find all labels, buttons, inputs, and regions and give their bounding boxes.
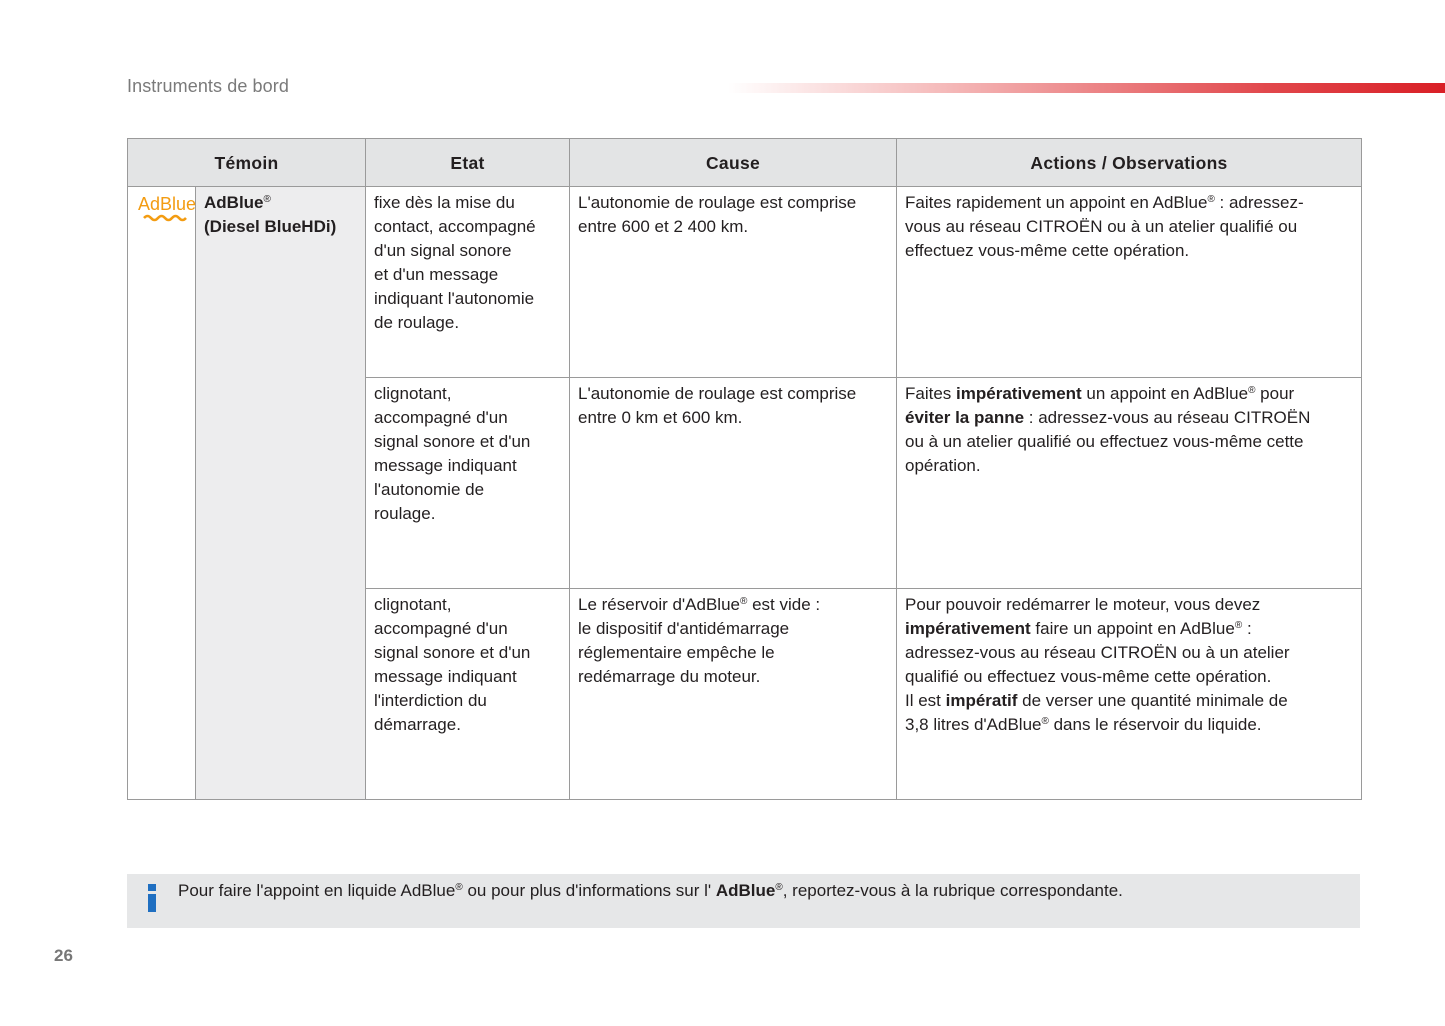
column-header-actions: Actions / Observations xyxy=(897,139,1362,187)
info-icon xyxy=(145,884,159,912)
cause-cell: L'autonomie de roulage est comprise entre 0 km et 600 km. xyxy=(570,378,897,589)
warning-lights-table xyxy=(127,138,1362,800)
info-note xyxy=(127,874,1360,928)
indicator-label-cell xyxy=(196,187,366,800)
column-header-temoin: Témoin xyxy=(128,139,366,187)
cause-cell: L'autonomie de roulage est comprise entre 600 et 2 400 km. xyxy=(570,187,897,378)
actions-cell: Pour pouvoir redémarrer le moteur, vous devez impérativement faire un appoint en AdBlue® : adressez-vous au réseau CITROËN ou à un atelier qualifié ou effectuez vous-même cette opération. Il est impératif de verser une quantité minimale de 3,8 litres d'AdBlue® dans le réservoir du liquide. xyxy=(897,589,1362,800)
indicator-variant: (Diesel BlueHDi) xyxy=(204,217,337,236)
page-number: 26 xyxy=(54,946,73,965)
svg-text:AdBlue: AdBlue xyxy=(138,194,196,214)
header-accent-bar xyxy=(728,83,1445,93)
info-note-text: Pour faire l'appoint en liquide AdBlue® ou pour plus d'informations sur l' AdBlue®, reportez-vous à la rubrique correspondante. xyxy=(178,881,1123,900)
table-header-row xyxy=(128,139,1362,187)
actions-cell: Faites impérativement un appoint en AdBlue® pour éviter la panne : adressez-vous au réseau CITROËN ou à un atelier qualifié ou effectuez vous-même cette opération. xyxy=(897,378,1362,589)
indicator-name: AdBlue® xyxy=(204,193,271,212)
etat-cell: clignotant, accompagné d'un signal sonore et d'un message indiquant l'autonomie de roulage. xyxy=(366,378,570,589)
table-row xyxy=(128,187,1362,378)
column-header-cause: Cause xyxy=(570,139,897,187)
adblue-icon xyxy=(136,191,196,227)
actions-cell: Faites rapidement un appoint en AdBlue® : adressez- vous au réseau CITROËN ou à un atelier qualifié ou effectuez vous-même cette opération. xyxy=(897,187,1362,378)
etat-cell: fixe dès la mise du contact, accompagné d'un signal sonore et d'un message indiquant l'autonomie de roulage. xyxy=(366,187,570,378)
cause-cell: Le réservoir d'AdBlue® est vide : le dispositif d'antidémarrage réglementaire empêche le redémarrage du moteur. xyxy=(570,589,897,800)
indicator-icon-cell xyxy=(128,187,196,800)
etat-cell: clignotant, accompagné d'un signal sonore et d'un message indiquant l'interdiction du démarrage. xyxy=(366,589,570,800)
column-header-etat: Etat xyxy=(366,139,570,187)
section-title: Instruments de bord xyxy=(127,76,289,96)
